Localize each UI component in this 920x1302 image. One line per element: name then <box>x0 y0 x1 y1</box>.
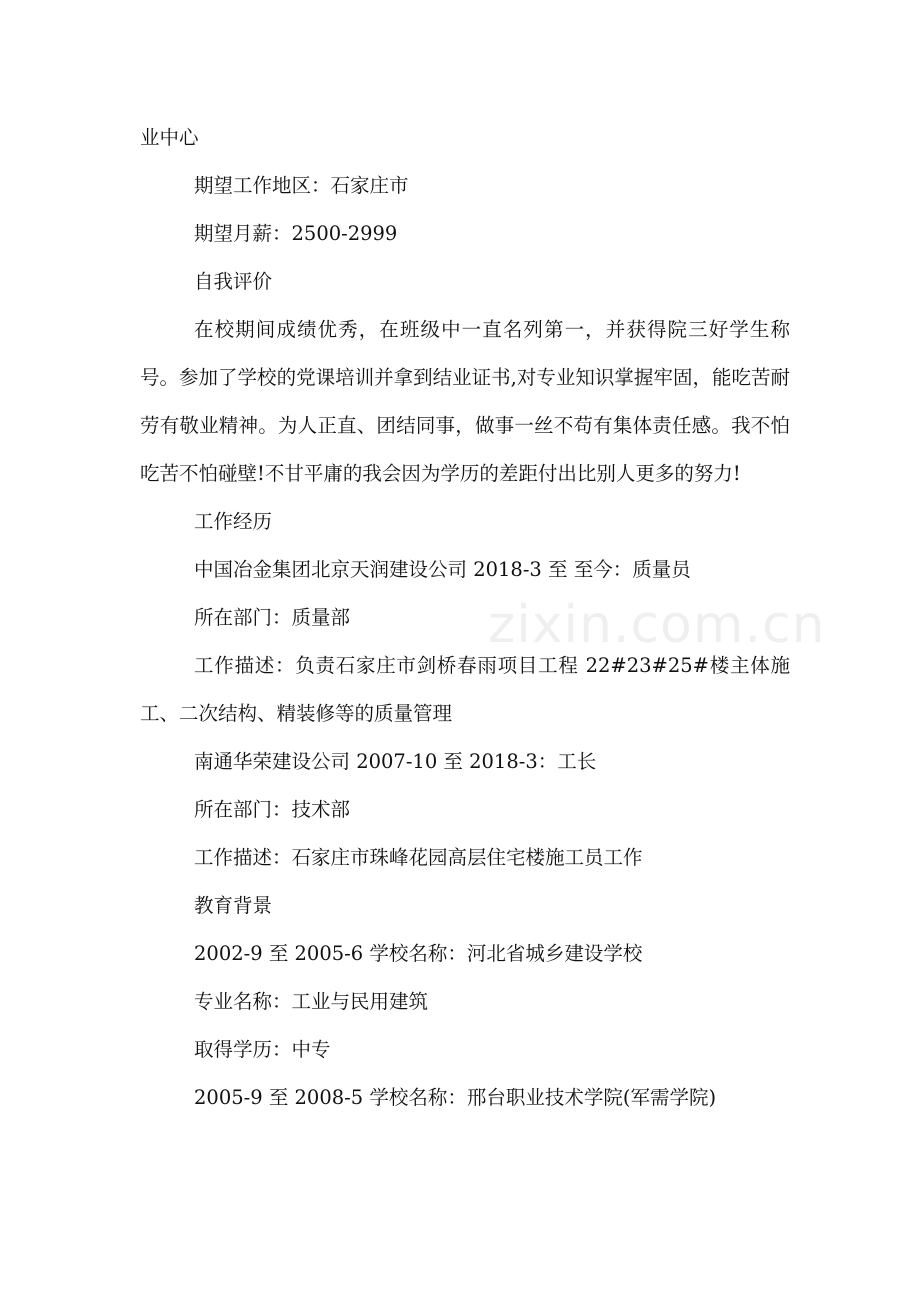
document-body <box>140 114 790 1122</box>
section-heading-work-experience: 工作经历 <box>194 510 273 533</box>
job1-description: 工作描述：负责石家庄市剑桥春雨项目工程 22#23#25#楼主体施工、二次结构、精装修等的质量管理 <box>140 654 790 725</box>
edu1-degree: 取得学历：中专 <box>194 1038 331 1061</box>
edu2-school: 2005-9 至 2008-5 学校名称：邢台职业技术学院(军需学院) <box>194 1086 717 1109</box>
job2-description: 工作描述：石家庄市珠峰花园高层住宅楼施工员工作 <box>194 846 643 869</box>
expected-salary: 期望月薪：2500-2999 <box>194 222 398 245</box>
watermark: zixin.com.cn <box>488 595 826 655</box>
section-heading-self-evaluation: 自我评价 <box>194 270 273 293</box>
job2-department: 所在部门：技术部 <box>194 798 351 821</box>
edu1-major: 专业名称：工业与民用建筑 <box>194 990 429 1013</box>
job2-title: 南通华荣建设公司 2007-10 至 2018-3：工长 <box>194 750 597 773</box>
job1-department: 所在部门：质量部 <box>194 606 351 629</box>
self-evaluation-paragraph: 在校期间成绩优秀，在班级中一直名列第一，并获得院三好学生称号。参加了学校的党课培训并拿到结业证书,对专业知识掌握牢固，能吃苦耐劳有敬业精神。为人正直、团结同事，做事一丝不苟有集体责任感。我不怕吃苦不怕碰壁!不甘平庸的我会因为学历的差距付出比别人更多的努力! <box>140 318 790 485</box>
section-heading-education: 教育背景 <box>194 894 273 917</box>
job1-title: 中国冶金集团北京天润建设公司 2018-3 至 至今：质量员 <box>194 558 691 581</box>
expected-location: 期望工作地区：石家庄市 <box>194 174 409 197</box>
edu1-school: 2002-9 至 2005-6 学校名称：河北省城乡建设学校 <box>194 942 643 965</box>
text-line: 业中心 <box>140 126 199 149</box>
